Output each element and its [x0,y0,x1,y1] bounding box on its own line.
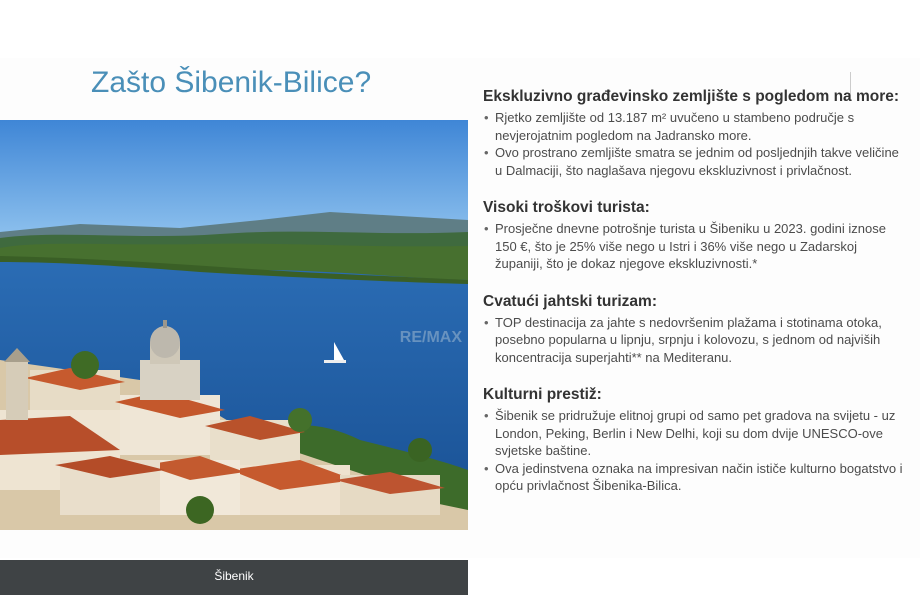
content-column [483,88,908,515]
section-exclusive-land [483,88,908,179]
remax-watermark: RE/MAX [399,329,462,346]
bullet-item: • TOP destinacija za jahte s nedovršenim plažama i stotinama otoka, posebno popularna u lipnju, srpnju i kolovozu, s jednom od najviših koncentracija superjahti** na Mediteranu. [495,314,908,367]
sibenik-photo [0,120,468,583]
section-tourist-spending [483,199,908,273]
section-heading: Ekskluzivno građevinsko zemljište s pogledom na more: [483,88,900,105]
bullet-item: • Šibenik se pridružuje elitnoj grupi od samo pet gradova na svijetu - uz London, Peking, Berlin i New Delhi, koji su dom dvije UNESCO-ove svjetske baštine. [495,407,908,460]
bullet-item: • Ova jedinstvena oznaka na impresivan način ističe kulturno bogatstvo i opću privlačnost Šibenika-Bilica. [495,460,908,495]
bullet-list [483,407,908,495]
photo-caption: Šibenik [214,569,254,583]
bullet-list [483,109,908,179]
section-heading: Cvatući jahtski turizam: [483,292,657,310]
bullet-item: • Ovo prostrano zemljište smatra se jednim od posljednjih takve veličine u Dalmaciji, što naglašava njegovu ekskluzivnost i privlačnost. [495,144,908,179]
sibenik-landscape-image [0,120,468,530]
slide-title: Zašto Šibenik-Bilice? [91,66,372,99]
section-heading: Visoki troškovi turista: [483,199,650,216]
bullet-list [483,314,908,367]
section-heading: Kulturni prestiž: [483,386,602,403]
bullet-item: • Prosječne dnevne potrošnje turista u Šibeniku u 2023. godini iznose 150 €, što je 25% više nego u Istri i 36% više nego u Zadarskoj županiji, što je dokaz njegove ekskluzivnosti.* [495,220,908,273]
section-yacht-tourism [483,293,908,367]
slide [0,58,920,583]
bullet-item: • Rjetko zemljište od 13.187 m² uvučeno u stambeno područje s nevjerojatnim pogledom na Jadransko more. [495,109,908,144]
section-cultural-prestige [483,386,908,495]
bullet-list [483,220,908,273]
photo-caption-bar [0,560,468,595]
